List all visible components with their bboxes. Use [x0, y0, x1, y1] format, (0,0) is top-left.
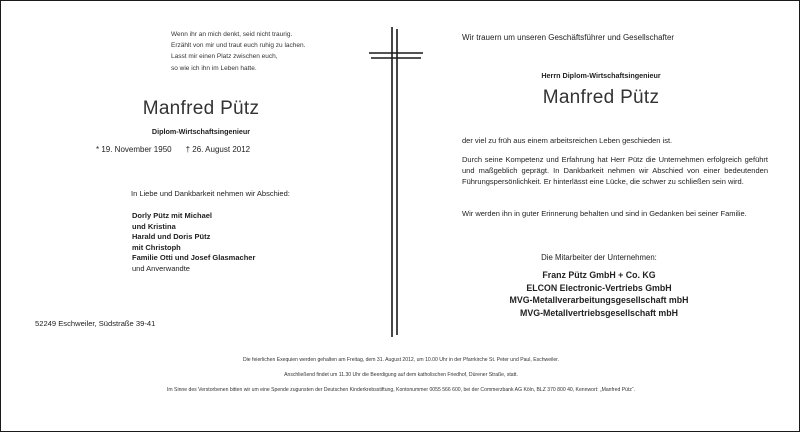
deceased-title-right: Herrn Diplom-Wirtschaftsingenieur	[541, 71, 661, 80]
family-member: Dorly Pütz mit Michael	[132, 211, 213, 220]
deceased-name-right: Manfred Pütz	[542, 87, 660, 108]
cross-icon	[369, 27, 423, 337]
family-member: und Anverwandte	[132, 263, 190, 273]
farewell-intro: In Liebe und Dankbarkeit nehmen wir Abschied:	[131, 189, 290, 198]
company-name: MVG-Metallvertriebsgesellschaft mbH	[520, 307, 678, 318]
poem-line: so wie ich ihn im Leben hatte.	[171, 64, 257, 72]
company-name: MVG-Metallverarbeitungsgesellschaft mbH	[509, 295, 689, 305]
company-list	[421, 269, 777, 319]
poem-line: Wenn ihr an mich denkt, seid nicht traurig.	[171, 31, 293, 38]
company-name: Franz Pütz GmbH + Co. KG	[542, 270, 656, 280]
poem	[171, 29, 401, 74]
company-name: ELCON Electronic-Vertriebs GmbH	[526, 282, 672, 293]
paragraph-2: Durch seine Kompetenz und Erfahrung hat Herr Pütz die Unternehmen erfolgreich geführt und maßgeblich geprägt. In Dankbarkeit nehmen wir Abschied von einer bedeutenden Führungspersönlichkeit. Er hinterlässt eine Lücke, die schwer zu schließen sein wird.	[462, 155, 768, 186]
deceased-title-left: Diplom-Wirtschaftsingenieur	[151, 127, 251, 136]
family-list	[132, 211, 255, 274]
deceased-name-left: Manfred Pütz	[142, 98, 260, 119]
death-date: † 26. August 2012	[185, 145, 251, 154]
address: 52249 Eschweiler, Südstraße 39-41	[35, 319, 156, 328]
family-member: und Kristina	[132, 221, 176, 231]
paragraph-3: Wir werden ihn in guter Erinnerung behalten und sind in Gedanken bei seiner Familie.	[462, 209, 747, 218]
poem-line: Lasst mir einen Platz zwischen euch,	[171, 53, 278, 61]
mourning-line: Wir trauern um unseren Geschäftsführer und Gesellschafter	[462, 33, 675, 42]
staff-intro: Die Mitarbeiter der Unternehmen:	[541, 253, 657, 262]
family-member: mit Christoph	[132, 242, 181, 252]
footer-donation: Im Sinne des Verstorbenen bitten wir um eine Spende zugunsten der Deutschen Kinderkrebsstiftung, Kontonummer 0055 566 600, bei der Commerzbank AG Köln, BLZ 370 800 40, Kennwort: „Manfred Pütz“.	[166, 387, 636, 393]
family-member: Familie Otti und Josef Glasmacher	[132, 253, 256, 262]
paragraph-1: der viel zu früh aus einem arbeitsreichen Leben geschieden ist.	[462, 136, 673, 145]
footer-burial: Anschließend findet um 11.30 Uhr die Beerdigung auf dem katholischen Friedhof, Dürener Straße, statt.	[284, 372, 518, 378]
life-dates	[96, 145, 250, 154]
family-member: Harald und Doris Pütz	[132, 232, 211, 241]
poem-line: Erzählt von mir und traut euch ruhig zu lachen.	[171, 42, 306, 50]
birth-date: * 19. November 1950	[96, 145, 172, 154]
footer-exequien: Die feierlichen Exequien werden gehalten am Freitag, dem 31. August 2012, um 10.00 Uhr in der Pfarrkirche St. Peter und Paul, Eschweiler.	[243, 357, 559, 363]
